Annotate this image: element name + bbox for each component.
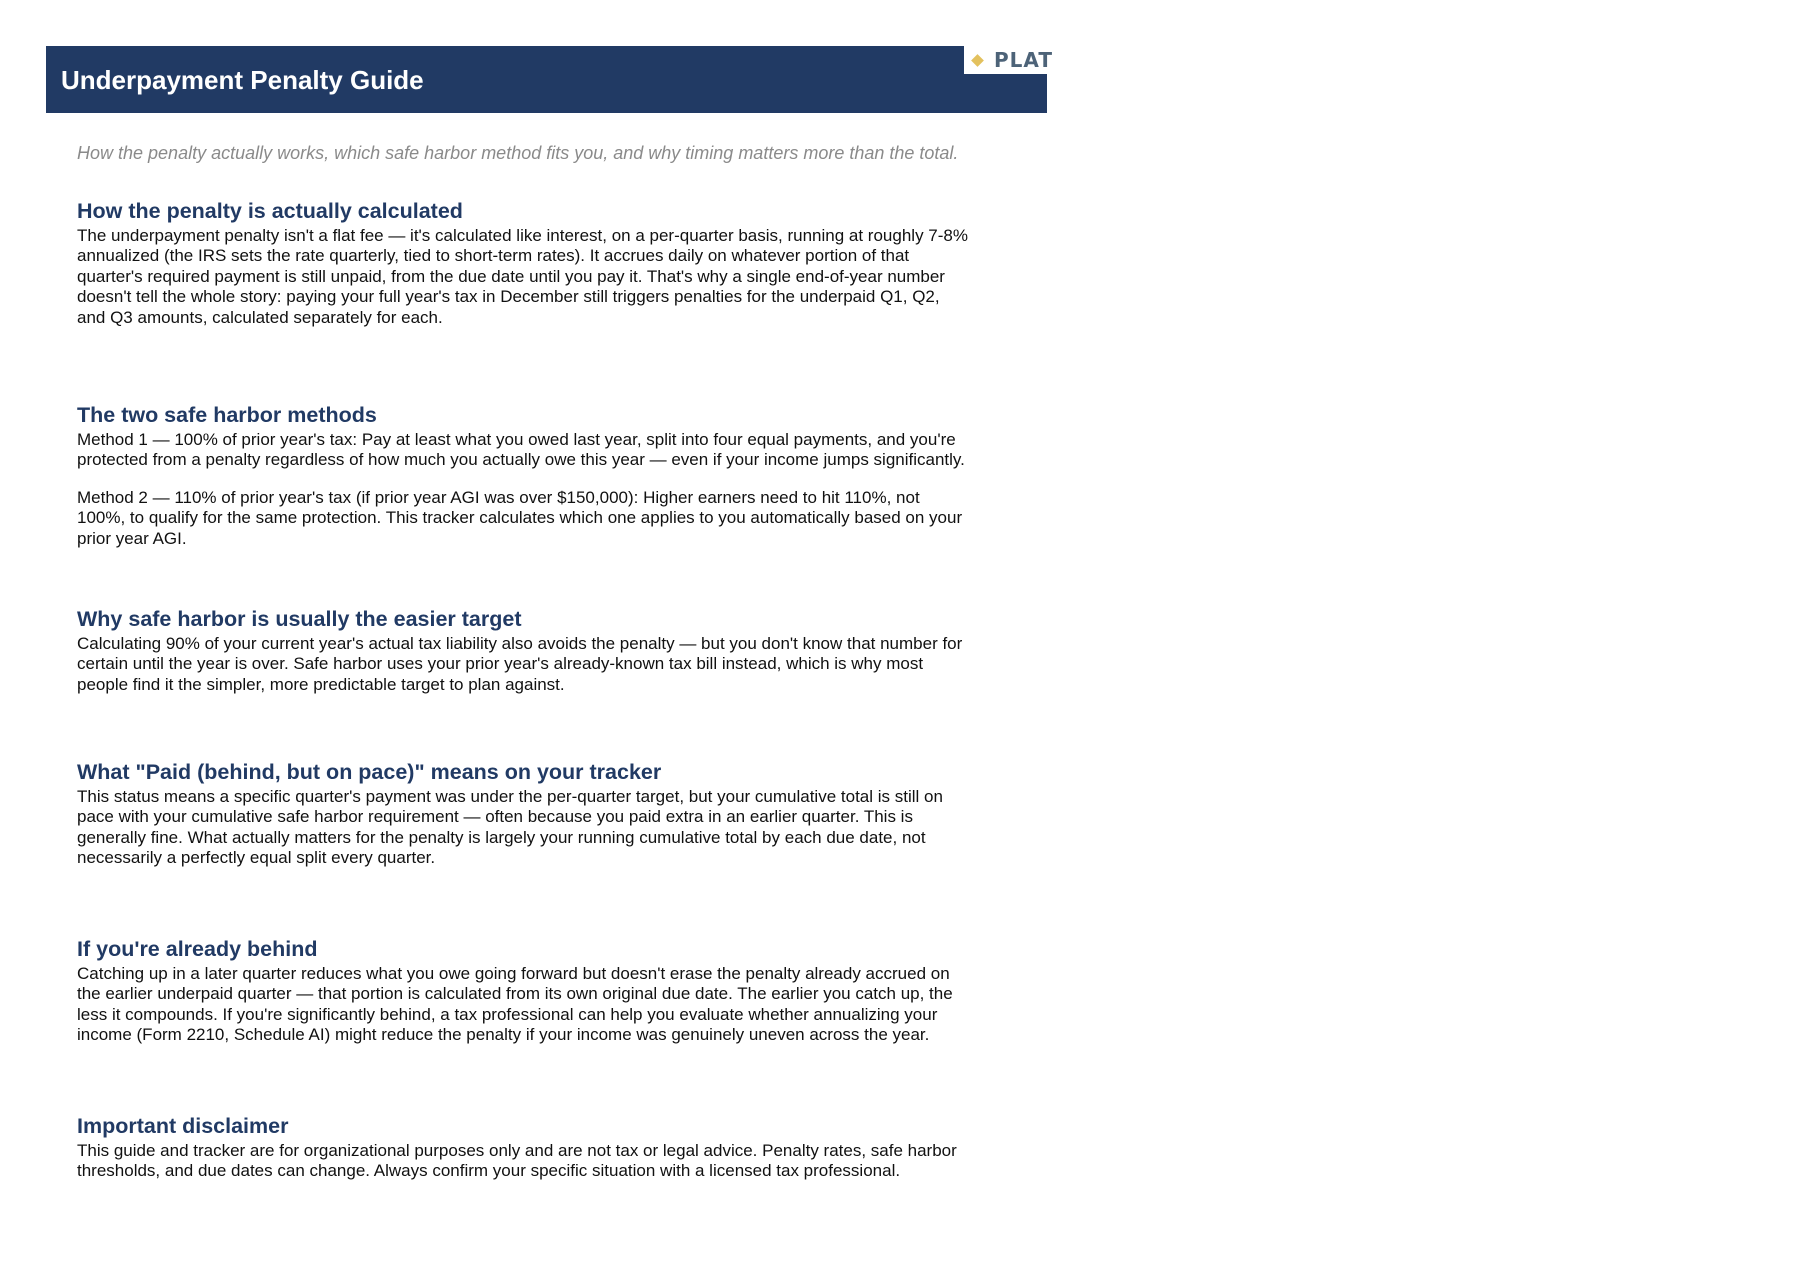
section-paragraph: This status means a specific quarter's payment was under the per-quarter target, but your cumulative total is still on pace with your cumulative safe harbor requirement — often because you paid extra in an earlier quarter. This is generally fine. What actually matters for the penalty is largely your running cumulative total by each due date, not necessarily a perfectly equal split every quarter.	[77, 787, 943, 868]
section-penalty-calculation	[77, 198, 972, 328]
section-easier-target	[77, 606, 972, 695]
section-paragraph: This guide and tracker are for organizational purposes only and are not tax or legal advice. Penalty rates, safe harbor thresholds, and due dates can change. Always confirm your specific situation with a licensed tax professional.	[77, 1141, 957, 1181]
page-subtitle: How the penalty actually works, which safe harbor method fits you, and why timing matters more than the total.	[77, 143, 959, 163]
section-heading: How the penalty is actually calculated	[77, 199, 463, 223]
section-paragraph: Calculating 90% of your current year's actual tax liability also avoids the penalty — but you don't know that number for certain until the year is over. Safe harbor uses your prior year's already-known tax bill instead, which is why most people find it the simpler, more predictable target to plan against.	[77, 634, 963, 694]
section-disclaimer	[77, 1113, 972, 1182]
section-paragraph: Catching up in a later quarter reduces what you owe going forward but doesn't erase the penalty already accrued on the earlier underpaid quarter — that portion is calculated from its own original due date. The earlier you catch up, the less it compounds. If you're significantly behind, a tax professional can help you evaluate whether annualizing your income (Form 2210, Schedule AI) might reduce the penalty if your income was genuinely uneven across the year.	[77, 964, 953, 1045]
logo-text: PLAT	[994, 48, 1053, 72]
section-heading: Why safe harbor is usually the easier target	[77, 607, 522, 631]
section-already-behind	[77, 936, 972, 1046]
section-heading: What "Paid (behind, but on pace)" means on your tracker	[77, 760, 662, 784]
section-heading: The two safe harbor methods	[77, 403, 377, 427]
section-safe-harbor-methods	[77, 402, 972, 549]
diamond-icon	[971, 54, 984, 67]
logo	[964, 46, 1053, 74]
section-paid-behind-on-pace	[77, 759, 972, 869]
section-heading: Important disclaimer	[77, 1114, 289, 1138]
section-paragraph: Method 1 — 100% of prior year's tax: Pay at least what you owed last year, split into four equal payments, and you're protected from a penalty regardless of how much you actually owe this year — even if your income jumps significantly.	[77, 430, 965, 470]
page-title: Underpayment Penalty Guide	[61, 65, 424, 95]
section-paragraph: Method 2 — 110% of prior year's tax (if prior year AGI was over $150,000): Higher earners need to hit 110%, not 100%, to qualify for the same protection. This tracker calculates which one applies to you automatically based on your prior year AGI.	[77, 487, 963, 548]
section-heading: If you're already behind	[77, 937, 318, 961]
header-band	[46, 46, 1047, 113]
section-paragraph: The underpayment penalty isn't a flat fee — it's calculated like interest, on a per-quarter basis, running at roughly 7-8% annualized (the IRS sets the rate quarterly, tied to short-term rates). It accrues daily on whatever portion of that quarter's required payment is still unpaid, from the due date until you pay it. That's why a single end-of-year number doesn't tell the whole story: paying your full year's tax in December still triggers penalties for the underpaid Q1, Q2, and Q3 amounts, calculated separately for each.	[77, 226, 968, 327]
